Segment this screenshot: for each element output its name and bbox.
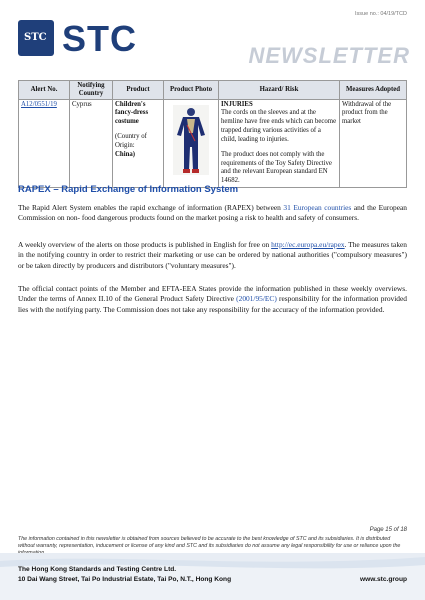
logo-wordmark: STC [62, 18, 137, 59]
issue-number: Issue no.: 04/19/TCD [355, 11, 407, 17]
stc-logo [18, 18, 148, 59]
product-photo [173, 105, 209, 175]
table-row [19, 99, 407, 187]
product-name: Children's fancy-dress costume [115, 100, 149, 126]
directive-link[interactable]: (2001/95/EC) [236, 294, 277, 304]
p1-text-b: and the European Commission on non- food dangerous products found on the market posing a risk to health and safety of consumers. [18, 203, 407, 223]
newsletter-title: NEWSLETTER [248, 43, 410, 68]
hazard-title: INJURIES [221, 100, 253, 108]
col-photo: Product Photo [164, 81, 219, 100]
col-product: Product [113, 81, 164, 100]
origin-label: (Country of Origin: [115, 133, 147, 149]
product-cell [113, 99, 164, 187]
rapex-heading: RAPEX – Rapid Exchange of Information System [18, 184, 239, 195]
paragraph-2 [18, 240, 407, 271]
col-alert-no: Alert No. [19, 81, 70, 100]
hazard-description: The cords on the sleeves and at the hemline have free ends which can become trapped during various activities of a child, leading to injuries. [221, 109, 337, 143]
measures-cell: Withdrawal of the product from the market [340, 99, 407, 187]
p1-text-a: The Rapid Alert System enables the rapid exchange of information (RAPEX) between [18, 203, 284, 212]
p3-text-b: responsibility for the information provided lies with the notifying party. The Commission does not take any responsibility for the accuracy of the information provided. [18, 294, 407, 314]
alert-number-link[interactable]: A12/0551/19 [21, 100, 57, 108]
photo-cell [164, 99, 219, 187]
logo-mark-text: STC [24, 32, 47, 43]
company-name: The Hong Kong Standards and Testing Centre Ltd. [18, 566, 177, 573]
hazard-compliance: The product does not comply with the requirements of the Toy Safety Directive and the relevant European standard EN 14682. [221, 150, 332, 185]
rapex-url-link[interactable]: http://ec.europa.eu/rapex [271, 240, 345, 249]
website-link[interactable]: www.stc.group [359, 576, 407, 583]
hazard-cell [219, 99, 340, 187]
p2-text-a: A weekly overview of the alerts on those products is published in English for free on [18, 240, 272, 249]
logo-emblem [18, 20, 54, 56]
company-address: 10 Dai Wang Street, Tai Po Industrial Estate, Tai Po, N.T., Hong Kong [18, 576, 232, 583]
page-header [0, 0, 425, 72]
p2-text-b: . The measures taken in the notifying country in order to restrict their marketing or use can be ordered by national authorities ("compulsory measures") or be taken directly by producers and distributors ("voluntary measures"). [18, 240, 407, 270]
paragraph-1 [18, 203, 407, 224]
p3-text-a: The official contact points of the Member and EFTA-EEA States provide the information published in these weekly overviews. Under the terms of Annex II.10 of the General Product Safety Directive [18, 284, 407, 304]
table-header-row [19, 81, 407, 100]
origin-value: China) [115, 150, 136, 158]
country-cell: Cyprus [70, 99, 113, 187]
col-country: Notifying Country [70, 81, 113, 100]
european-countries-link[interactable]: 31 European countries [283, 203, 352, 212]
paragraph-3 [18, 284, 407, 315]
alert-table [18, 80, 407, 188]
disclaimer: The information contained in this newsletter is obtained from sources believed to be accurate to the best knowledge of STC and its subsidiaries. It is distributed without warranty, representation, inducement or license of any kind and STC and its subsidiaries do not assume any legal responsibility for use or reliance upon the [18, 536, 401, 549]
col-measures: Measures Adopted [340, 81, 407, 100]
page-number: Page 15 of 18 [369, 527, 407, 533]
col-hazard: Hazard/ Risk [219, 81, 340, 100]
